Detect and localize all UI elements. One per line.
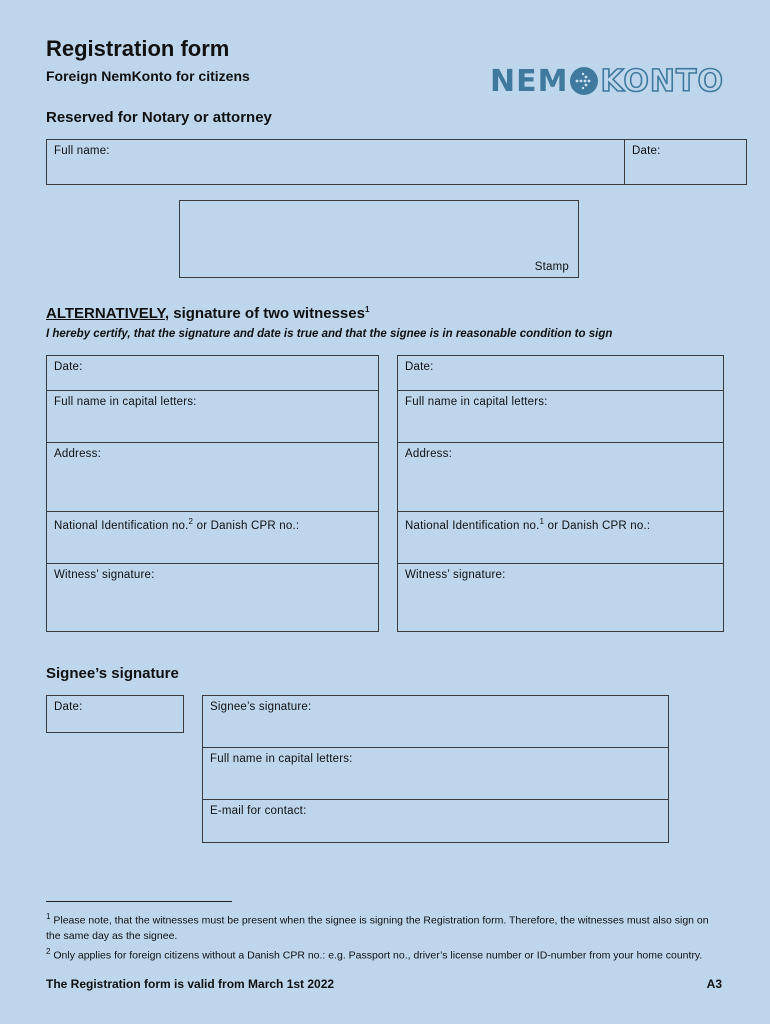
notary-heading: Reserved for Notary or attorney <box>46 109 272 126</box>
notary-full-name-label: Full name: <box>54 145 110 157</box>
witness2-full-name-label: Full name in capital letters: <box>405 396 548 408</box>
witness1-date-field[interactable] <box>46 355 379 391</box>
nemkonto-logo <box>490 64 724 98</box>
witness2-address-field[interactable] <box>397 442 724 512</box>
signee-heading: Signee’s signature <box>46 665 179 682</box>
witness2-date-label: Date: <box>405 361 434 373</box>
stamp-box[interactable] <box>179 200 579 278</box>
signee-signature-label: Signee’s signature: <box>210 701 312 713</box>
witnesses-heading-footnote: 1 <box>364 305 370 314</box>
signee-full-name-field[interactable] <box>202 747 669 800</box>
witness1-signature-label: Witness’ signature: <box>54 569 155 581</box>
witness1-full-name-field[interactable] <box>46 390 379 443</box>
witness1-full-name-label: Full name in capital letters: <box>54 396 197 408</box>
witness2-signature-field[interactable] <box>397 563 724 632</box>
witnesses-heading-rest: , signature of two witnesses <box>164 305 365 322</box>
footnote-2: $^2$ Only applies for foreign citizens without a Danish CPR no.: e.g. Passport no., driver’s license number or ID-number from your home country. <box>46 946 703 961</box>
witness1-date-label: Date: <box>54 361 83 373</box>
logo-text-konto: KONTO <box>600 63 724 99</box>
signee-email-label: E-mail for contact: <box>210 805 307 817</box>
signee-signature-field[interactable] <box>202 695 669 748</box>
notary-date-field[interactable] <box>624 139 747 185</box>
witnesses-heading <box>46 305 369 322</box>
witness1-address-field[interactable] <box>46 442 379 512</box>
witness2-national-id-field[interactable] <box>397 511 724 564</box>
page-title: Registration form <box>46 36 230 61</box>
witness2-address-label: Address: <box>405 448 452 460</box>
witness2-signature-label: Witness’ signature: <box>405 569 506 581</box>
witness2-national-id-label: National Identification no.$^1$ or Danish CPR no.: <box>405 517 651 532</box>
witness2-full-name-field[interactable] <box>397 390 724 443</box>
signee-date-label: Date: <box>54 701 83 713</box>
page-subtitle: Foreign NemKonto for citizens <box>46 68 250 84</box>
footnotes <box>46 909 716 963</box>
certify-statement: I hereby certify, that the signature and date is true and that the signee is in reasonable condition to sign <box>46 328 613 340</box>
notary-date-label: Date: <box>632 145 661 157</box>
footnote-divider <box>46 901 232 902</box>
signee-email-field[interactable] <box>202 799 669 843</box>
signee-date-field[interactable] <box>46 695 184 733</box>
stamp-label: Stamp <box>534 261 569 273</box>
signee-full-name-label: Full name in capital letters: <box>210 753 353 765</box>
witness1-address-label: Address: <box>54 448 101 460</box>
form-code: A3 <box>706 977 722 991</box>
witness2-date-field[interactable] <box>397 355 724 391</box>
footnote-1: $^1$ Please note, that the witnesses must be present when the signee is signing the Registration form. Therefore, the witnesses must also sign on the same day as the signee. <box>46 912 709 942</box>
notary-full-name-field[interactable] <box>46 139 625 185</box>
witness1-national-id-field[interactable] <box>46 511 379 564</box>
witness1-national-id-label: National Identification no.$^2$ or Danish CPR no.: <box>54 517 300 532</box>
witnesses-heading-emphasis: ALTERNATIVELY <box>46 305 165 322</box>
logo-text-nem: NEM <box>490 63 569 99</box>
witness1-signature-field[interactable] <box>46 563 379 632</box>
logo-circle-icon <box>569 66 599 96</box>
validity-note: The Registration form is valid from March 1st 2022 <box>46 977 335 991</box>
